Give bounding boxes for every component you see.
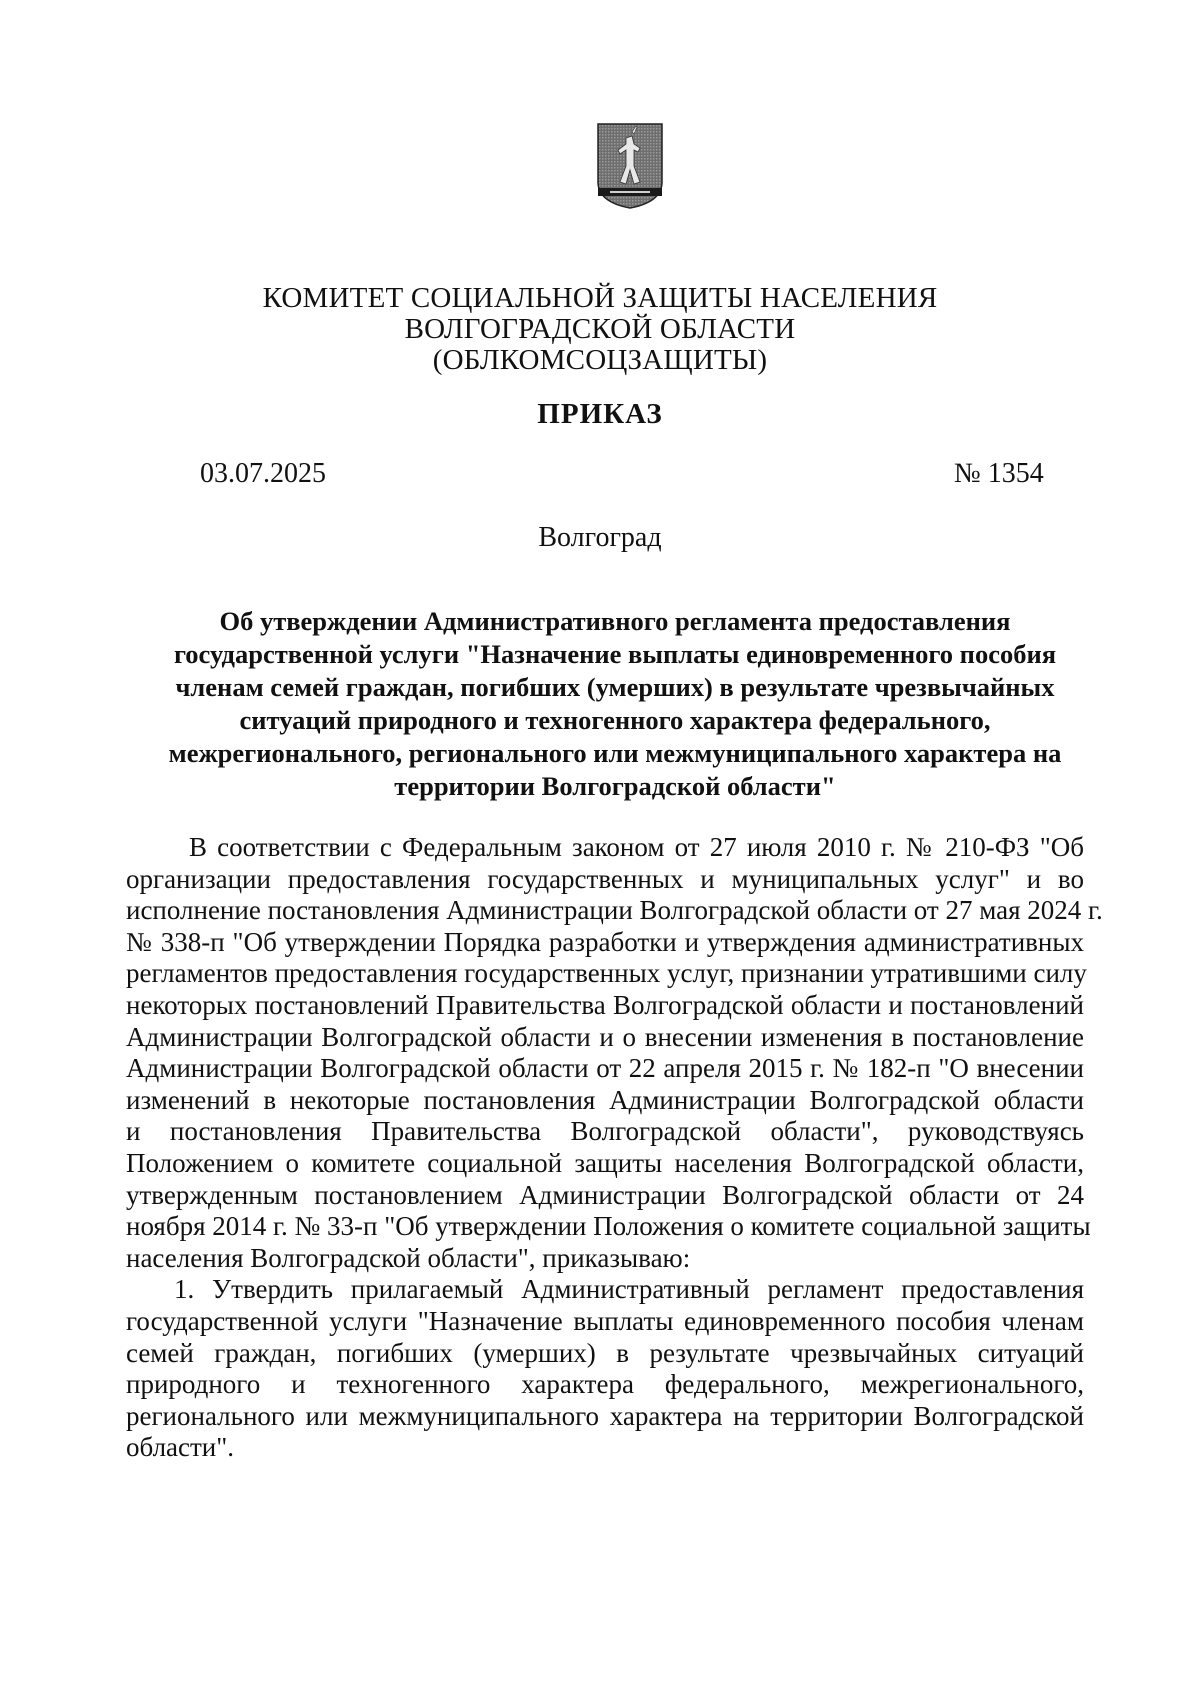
title-line: членам семей граждан, погибших (умерших) в результате чрезвычайных <box>175 672 1055 702</box>
authority-line: ВОЛГОГРАДСКОЙ ОБЛАСТИ <box>404 313 796 345</box>
document-date: 03.07.2025 <box>200 458 326 489</box>
document-title <box>150 605 1080 803</box>
body-line: Администрации Волгоградской области от 22 апреля 2015 г. № 182-п "О внесении <box>126 1053 1084 1084</box>
item-1-paragraph <box>126 1274 1084 1464</box>
body-line: Администрации Волгоградской области и о внесении изменения в постановление <box>126 1021 1084 1052</box>
title-line: Об утверждении Административного регламента предоставления <box>219 606 1011 636</box>
issuing-authority <box>0 283 1200 376</box>
body-line: ноября 2014 г. № 33-п "Об утверждении Положения о комитете социальной защиты <box>126 1211 1091 1242</box>
body-line: регламентов предоставления государственных услуг, признании утратившими силу <box>126 958 1087 989</box>
body-line: населения Волгоградской области", приказываю: <box>126 1242 691 1273</box>
body-line: регионального или межмуниципального характера на территории Волгоградской <box>126 1400 1084 1431</box>
body-line: № 338-п "Об утверждении Порядка разработки и утверждения административных <box>126 926 1084 957</box>
title-line: государственной услуги "Назначение выплаты единовременного пособия <box>173 639 1057 669</box>
body-line: природного и техногенного характера федерального, межрегионального, <box>126 1369 1084 1400</box>
document-city: Волгоград <box>538 522 662 553</box>
authority-line: (ОБЛКОМСОЦЗАЩИТЫ) <box>432 344 768 376</box>
body-line: Положением о комитете социальной защиты населения Волгоградской области, <box>126 1147 1084 1178</box>
title-line: территории Волгоградской области" <box>394 771 836 801</box>
body-line: В соответствии с Федеральным законом от 27 июля 2010 г. № 210-ФЗ "Об <box>189 832 1084 862</box>
body-line: семей граждан, погибших (умерших) в результате чрезвычайных ситуаций <box>126 1337 1084 1368</box>
body-line: некоторых постановлений Правительства Волгоградской области и постановлений <box>126 989 1084 1020</box>
body-line: изменений в некоторые постановления Администрации Волгоградской области <box>126 1084 1084 1115</box>
body-line: области". <box>126 1432 235 1463</box>
title-line: ситуаций природного и техногенного характера федерального, <box>239 705 991 735</box>
body-line: организации предоставления государственных и муниципальных услуг" и во <box>126 863 1084 894</box>
body-line: 1. Утвердить прилагаемый Административный регламент предоставления <box>174 1274 1084 1305</box>
body-line: государственной услуги "Назначение выплаты единовременного пособия членам <box>126 1305 1084 1336</box>
preamble-paragraph <box>126 832 1103 1274</box>
body-line: утвержденным постановлением Администрации Волгоградской области от 24 <box>126 1179 1084 1210</box>
body-line: исполнение постановления Администрации Волгоградской области от 27 мая 2024 г. <box>126 895 1103 926</box>
body-line: и постановления Правительства Волгоградской области", руководствуясь <box>126 1116 1084 1147</box>
volgograd-coat-of-arms-icon <box>596 122 664 210</box>
document-type: ПРИКАЗ <box>537 398 663 430</box>
authority-line: КОМИТЕТ СОЦИАЛЬНОЙ ЗАЩИТЫ НАСЕЛЕНИЯ <box>262 282 938 314</box>
document-body <box>126 832 1103 1464</box>
document-number: № 1354 <box>954 458 1044 489</box>
title-line: межрегионального, регионального или межмуниципального характера на <box>168 738 1062 768</box>
